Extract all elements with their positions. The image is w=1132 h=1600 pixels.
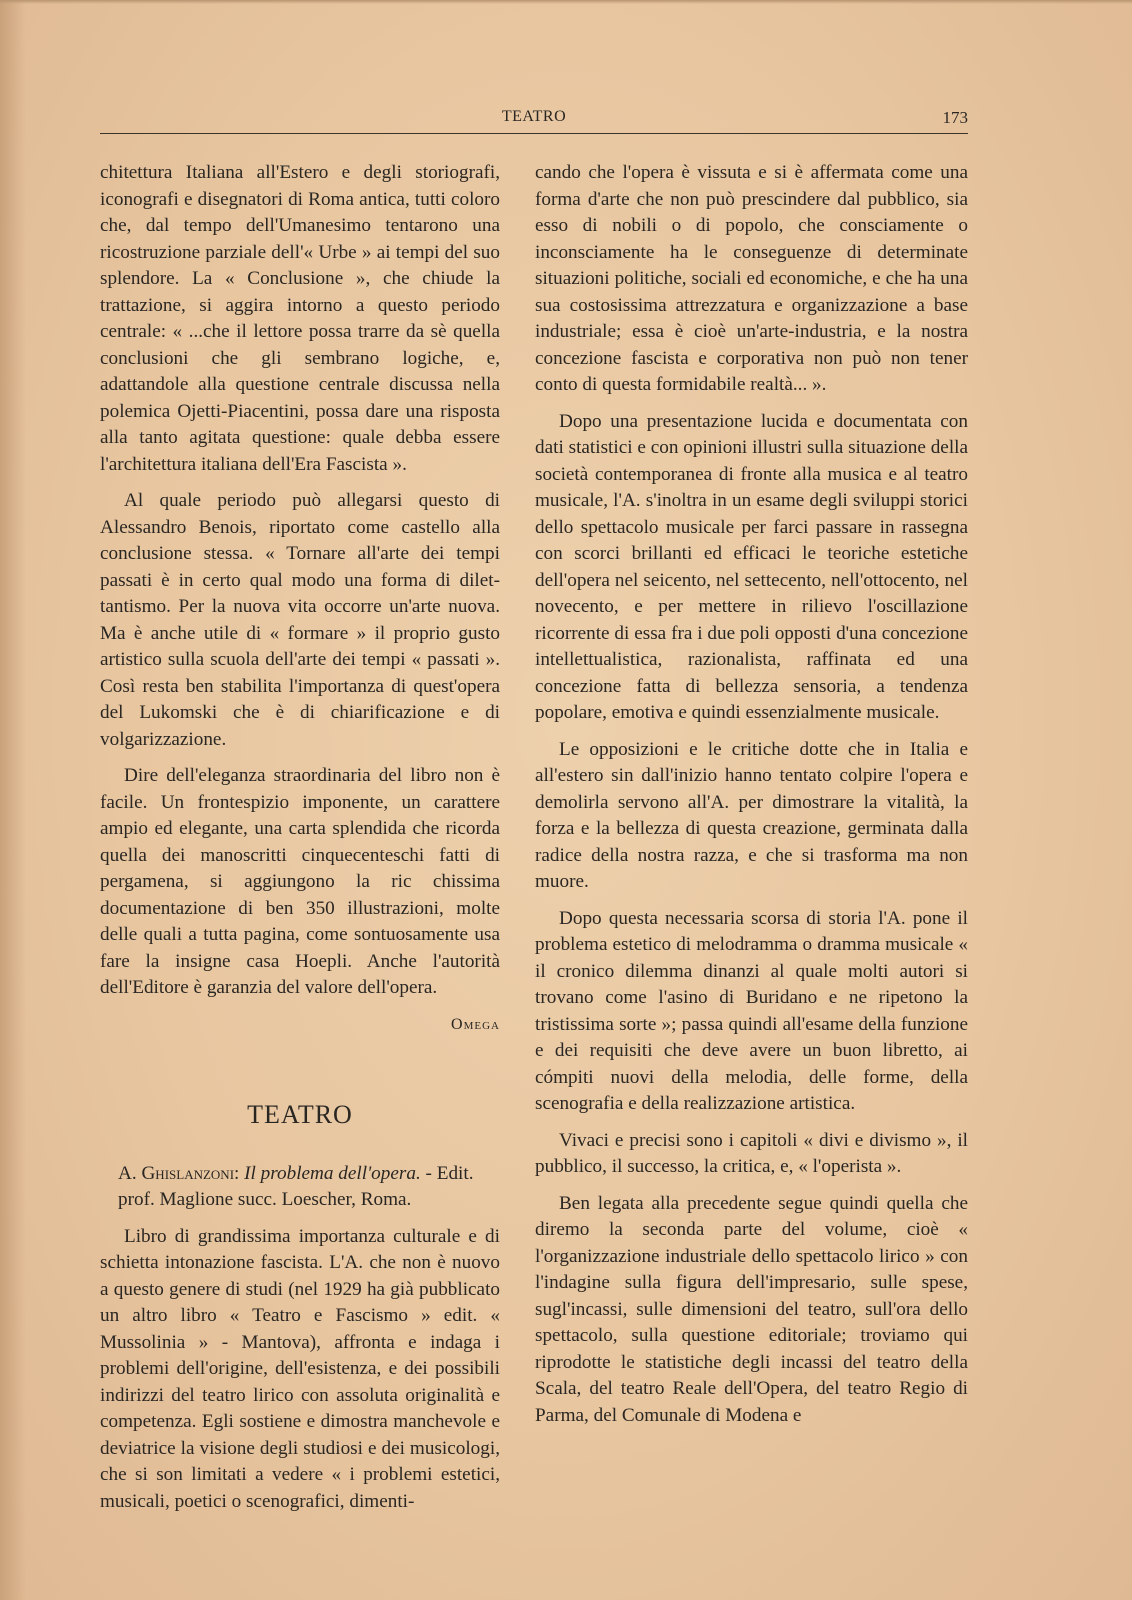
biblio-book-title: Il problema dell'opera. <box>244 1162 421 1184</box>
binding-shadow <box>0 0 26 1600</box>
section-title: TEATRO <box>247 1100 353 1129</box>
paragraph: Vivaci e precisi sono i capitoli « divi e divismo », il pubblico, il successo, la critica, e, « l'operista ». <box>535 1129 968 1177</box>
paragraph: Dire dell'eleganza straordinaria del libro non è facile. Un frontespizio imponente, un carattere ampio ed elegante, una carta splendida che ricorda quella dei manoscritti cinquecenteschi fatti di pergamena, si aggiungono la ric chissima documentazione di ben 350 illustrazioni, molte delle quali a tutta pagina, come sontuosamente usa fare la insigne casa Hoepli. Anche l'autorità dell'Editore è garanzia del valore dell'opera. <box>100 765 500 998</box>
review-signature: Omega <box>451 1015 500 1033</box>
running-title: TEATRO <box>501 108 567 125</box>
bibliographic-entry <box>100 1161 500 1214</box>
paragraph: chitettura Italiana all'Estero e degli storiografi, iconografi e disegnatori di Roma antica, tutti coloro che, dal tempo dell'Umanesimo tentarono una ricostruzione parziale dell'« Urbe » ai tempi del suo splendore. La « Conclusione », che chiude la trattazione, si aggira intorno a questo periodo centrale: « ...che il lettore possa trarre da sè quella conclusioni che gli sembrano logiche, e, adattandole alla questione centrale discussa nella polemica Ojetti-Piacentini, possa dare una risposta alla tanto agitata questione: quale debba essere l'architettura italiana dell'Era Fascista ». <box>100 162 500 475</box>
biblio-publisher: - Edit. prof. Maglione succ. Loescher, Roma. <box>118 1162 474 1210</box>
biblio-author: A. Ghislanzoni: <box>118 1162 240 1184</box>
paragraph: cando che l'opera è vissuta e si è affermata come una forma d'arte che non può prescindere dal pubblico, sia esso di nobili o di popolo, che consciamente o inconsciamente ha le conseguenze di determinate situazioni politiche, sociali ed economiche, e che ha una sua costosissima attrezzatura e organizzazione a base industriale; essa è cioè un'arte-industria, e la nostra concezione fascista e corporativa non può non tener conto di questa formidabile realtà... ». <box>535 162 968 395</box>
paragraph: Dopo questa necessaria scorsa di storia l'A. pone il problema estetico di melodramma o dramma musicale « il cronico dilemma dinanzi al quale molti autori si trovano come l'asino di Buridano e ne ripetono la tristissima sorte »; passa quindi all'esame della funzione e dei requisiti che deve avere un buon libretto, ai cómpiti nuovi della melodia, delle forme, della scenografia e della realizzazione artistica. <box>535 907 968 1114</box>
left-column <box>100 160 500 1525</box>
page-top-edge <box>0 0 1132 4</box>
header-rule <box>100 133 968 134</box>
paragraph: Le opposizioni e le critiche dotte che in Italia e all'estero sin dall'inizio hanno tentato colpire l'opera e demolirla servono all'A. per dimostrare la vitalità, la forza e la bellezza di questa creazione, germinata dalla radice della nostra razza, e che si trasforma ma non muore. <box>535 738 968 892</box>
paragraph: Libro di grandissima importanza culturale e di schietta intonazione fascista. L'A. che non è nuovo a questo genere di studi (nel 1929 ha già pubblicato un altro libro « Teatro e Fascismo » edit. « Mussolinia » - Mantova), affronta e indaga i problemi dell'origine, dell'esistenza, e dei possibili indirizzi del teatro lirico con assoluta originalità e competenza. Egli sostiene e dimostra manchevole e deviatrice la visione degli studiosi e dei musicologi, che si son limitati a vedere « i problemi estetici, musicali, poetici o scenografici, dimenti- <box>100 1225 500 1512</box>
paragraph: Al quale periodo può allegarsi questo di Alessandro Benois, riportato come castello alla conclusione stessa. « Tornare all'arte dei tempi passati è in certo qual modo una forma di dilettantismo. Per la nuova vita occorre un'arte nuova. Ma è anche utile di « formare » il proprio gusto artistico sulla scuola dell'arte dei tempi « passati ». Così resta ben stabilita l'importanza di quest'opera del Lukomski che è di chiarificazione e di volgarizzazione. <box>100 490 500 750</box>
paragraph: Dopo una presentazione lucida e documentata con dati statistici e con opinioni illustri sulla situazione della società contemporanea di fronte alla musica e al teatro musicale, l'A. s'inoltra in un esame degli sviluppi storici dello spettacolo musicale per farci passare in rassegna con scorci brillanti ed efficaci le teoriche estetiche dell'opera nel seicento, nel settecento, nell'ottocento, nel novecento, e per mettere in rilievo l'oscillazione ricorrente di essa fra i due poli opposti d'una concezione intellettualistica, razionalista, raffinata ed una concezione fatta di bellezza sensoria, a tendenza popolare, emotiva e quindi essenzialmente musicale. <box>535 410 968 723</box>
paragraph: Ben legata alla precedente segue quindi quella che diremo la seconda parte del volume, cioè « l'organizzazione industriale dello spettacolo lirico » con l'indagine sulla figura dell'impresario, sulle spese, sugl'incassi, sulle dimensioni del teatro, sull'ora dello spettacolo, sulla questione editoriale; troviamo qui riprodotte le statistiche degli incassi del teatro della Scala, del teatro Reale dell'Opera, del teatro Regio di Parma, del Comunale di Modena e <box>535 1192 968 1426</box>
page-number: 173 <box>942 108 968 127</box>
page-header <box>100 106 968 132</box>
right-column <box>535 160 968 1439</box>
